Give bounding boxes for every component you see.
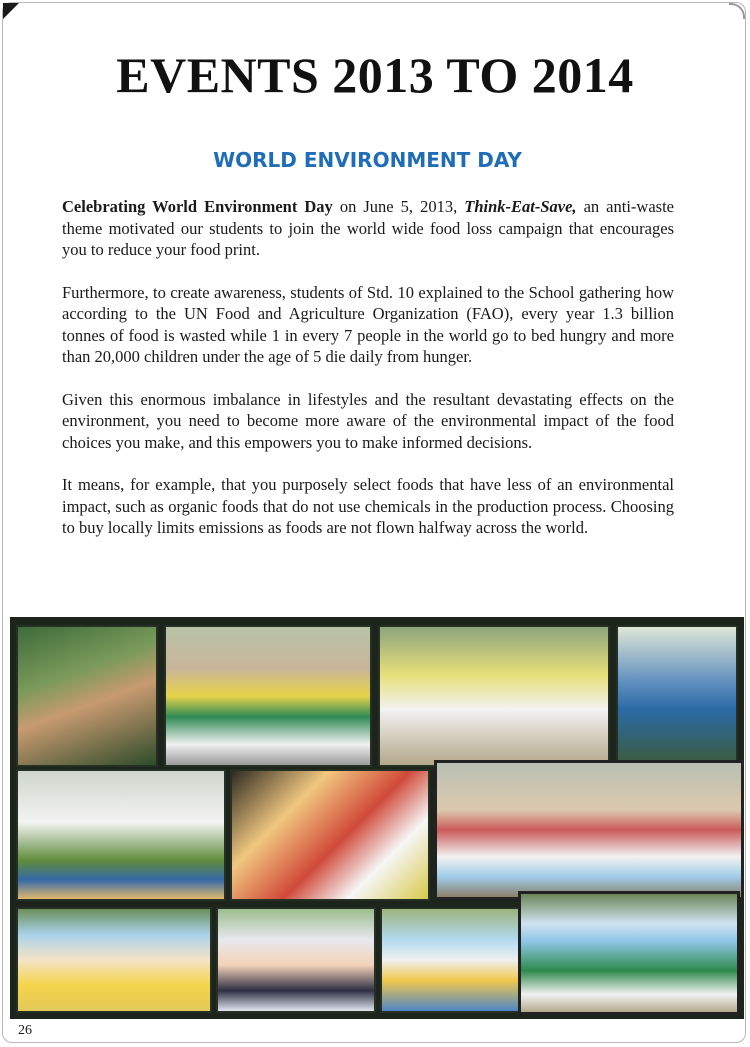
photo-colorful-banner — [380, 907, 520, 1013]
page-title: EVENTS 2013 TO 2014 — [116, 47, 634, 103]
photo-collage — [10, 617, 744, 1019]
article-paragraph-4: It means, for example, that you purposely select foods that have less of an environmental impact, such as organic foods that do not use chemicals in the production process. Choosing to buy locally limits emissions as foods are not flown halfway across the world. — [62, 475, 674, 537]
article-body — [62, 196, 674, 560]
photo-students-line — [164, 625, 372, 767]
photo-children-closeup — [230, 769, 430, 901]
photo-students-posters — [378, 625, 610, 767]
page-corner-mark — [3, 3, 19, 19]
photo-globe-banner-group — [16, 769, 226, 901]
article-paragraph-3: Given this enormous imbalance in lifestyles and the resultant devastating effects on the environment, you need to become more aware of the environmental impact of the food choices you make, and this empowers you to make informed decisions. — [62, 389, 674, 452]
section-heading: WORLD ENVIRONMENT DAY — [213, 148, 522, 172]
event-theme: Think-Eat-Save, — [464, 197, 577, 216]
article-paragraph-2: Furthermore, to create awareness, students of Std. 10 explained to the School gathering how according to the UN Food and Agriculture Organization (FAO), every year 1.3 billion tonnes of food is wasted while 1 in every 7 people in the world go to bed hungry and more than 20,000 children under the age of 5 die daily from hunger. — [62, 282, 674, 366]
page-corner-curl — [729, 3, 745, 19]
photo-outdoor-group — [518, 891, 740, 1015]
event-name: Celebrating World Environment Day — [62, 197, 333, 216]
photo-mother-earth-child — [616, 625, 738, 767]
photo-handprint-banner — [434, 760, 744, 900]
photo-girls-group — [216, 907, 376, 1013]
article-paragraph-1: Celebrating World Environment Day on June 5, 2013, Think-Eat-Save, an anti-waste theme motivated our students to join the world wide food loss campaign that encourages you to reduce your food print. — [62, 197, 674, 259]
photo-teacher-portrait — [16, 625, 158, 767]
photo-food-banner — [16, 907, 212, 1013]
page-number: 26 — [18, 1023, 32, 1038]
